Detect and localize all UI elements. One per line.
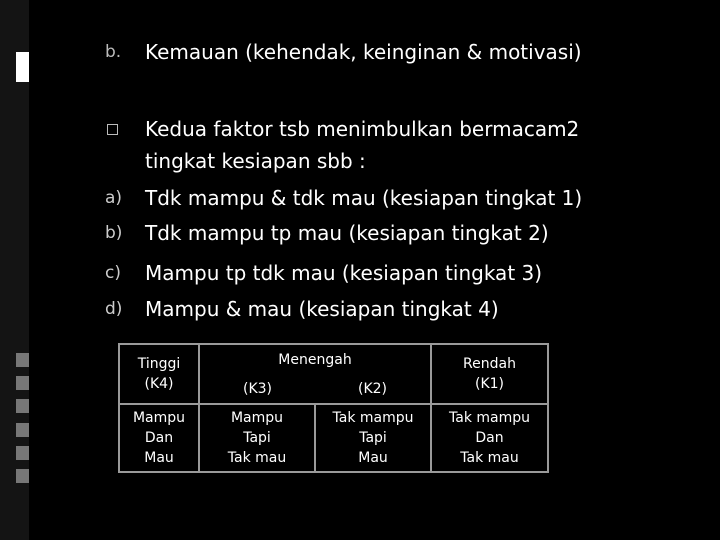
list-item-c: Mampu tp tdk mau (kesiapan tingkat 3)	[145, 261, 543, 285]
cell-k1	[431, 404, 548, 472]
accent-stripe	[16, 353, 29, 367]
header-rendah	[431, 344, 548, 404]
header-k2: (K2)	[315, 374, 431, 404]
list-item-b: Tdk mampu tp mau (kesiapan tingkat 2)	[145, 221, 549, 245]
cell-line: Tapi	[359, 430, 387, 446]
accent-stripes-bottom	[16, 353, 29, 483]
header-rendah-code: (K1)	[474, 376, 504, 392]
accent-block-top	[16, 52, 29, 82]
cell-line: Tak mau	[460, 450, 519, 466]
header-k3: (K3)	[199, 374, 315, 404]
list-marker-a: a)	[105, 188, 123, 208]
cell-line: Tak mau	[227, 450, 287, 466]
accent-stripe	[16, 376, 29, 390]
cell-k2	[315, 404, 431, 472]
readiness-table	[118, 343, 549, 473]
list-item-d: Mampu & mau (kesiapan tingkat 4)	[145, 297, 499, 321]
cell-k3	[199, 404, 315, 472]
cell-line: Mau	[358, 450, 388, 466]
header-menengah: Menengah	[199, 344, 431, 374]
bullet-line-2: tingkat kesiapan sbb :	[145, 149, 366, 173]
cell-line: Mampu	[230, 410, 284, 426]
header-rendah-line: Rendah	[463, 356, 516, 372]
heading-marker: b.	[105, 42, 122, 62]
accent-stripe	[16, 399, 29, 413]
heading-text: Kemauan (kehendak, keinginan & motivasi)	[145, 40, 582, 64]
cell-line: Dan	[475, 430, 504, 446]
square-bullet-icon	[107, 124, 118, 135]
header-tinggi-line: Tinggi	[137, 356, 181, 372]
bullet-line-1: Kedua faktor tsb menimbulkan bermacam2	[145, 117, 580, 141]
accent-stripe	[16, 423, 29, 437]
header-tinggi	[119, 344, 199, 404]
list-marker-c: c)	[105, 263, 121, 283]
cell-k4	[119, 404, 199, 472]
accent-stripe	[16, 446, 29, 460]
cell-line: Tak mampu	[449, 410, 530, 426]
list-marker-b: b)	[105, 223, 123, 243]
cell-line: Tapi	[243, 430, 271, 446]
accent-stripe	[16, 469, 29, 483]
cell-line: Mau	[144, 450, 174, 466]
list-item-a: Tdk mampu & tdk mau (kesiapan tingkat 1)	[145, 186, 583, 210]
list-marker-d: d)	[105, 299, 123, 319]
cell-line: Mampu	[132, 410, 186, 426]
header-tinggi-code: (K4)	[144, 376, 174, 392]
cell-line: Tak mampu	[332, 410, 414, 426]
cell-line: Dan	[144, 430, 174, 446]
